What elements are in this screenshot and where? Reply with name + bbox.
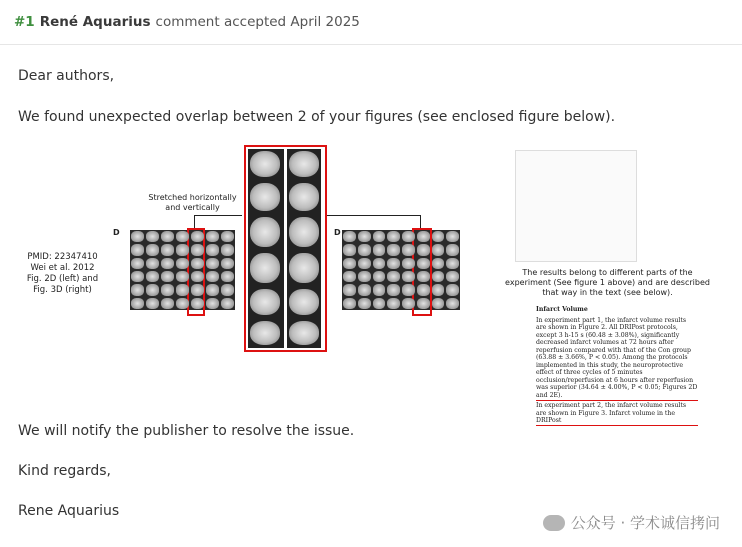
closing: Kind regards, — [18, 463, 111, 479]
brain-slice-thumbnail — [161, 258, 174, 269]
brain-slice-thumbnail — [206, 271, 219, 282]
panel-letter-left: D — [113, 228, 120, 237]
brain-slice-thumbnail — [131, 231, 144, 242]
brain-slice-thumbnail — [176, 244, 189, 255]
brain-slice-thumbnail — [387, 271, 400, 282]
brain-slice-thumbnail — [343, 244, 356, 255]
brain-slice-thumbnail — [358, 298, 371, 309]
brain-slice-thumbnail — [161, 231, 174, 242]
brain-slice-thumbnail — [191, 258, 204, 269]
brain-slice-thumbnail — [176, 258, 189, 269]
brain-slice-thumbnail — [176, 284, 189, 295]
brain-slice-thumbnail — [446, 258, 459, 269]
brain-slice-thumbnail — [373, 244, 386, 255]
brain-slice-thumbnail — [191, 298, 204, 309]
brain-slice-thumbnail — [146, 284, 159, 295]
brain-slice-thumbnail — [191, 231, 204, 242]
brain-slice-thumbnail — [417, 284, 430, 295]
brain-slice-thumbnail — [131, 284, 144, 295]
brain-slice-thumbnail — [417, 298, 430, 309]
brain-slice-thumbnail — [373, 284, 386, 295]
brain-slice-thumbnail — [358, 231, 371, 242]
brain-slice-thumbnail — [343, 258, 356, 269]
brain-slice-thumbnail — [358, 284, 371, 295]
brain-slice-thumbnail — [161, 298, 174, 309]
brain-slice-thumbnail — [221, 284, 234, 295]
brain-slice-thumbnail — [131, 244, 144, 255]
brain-slice-thumbnail — [131, 271, 144, 282]
comment-author[interactable]: René Aquarius — [39, 14, 151, 30]
brain-slice-thumbnail — [343, 284, 356, 295]
comment-header — [0, 0, 742, 45]
brain-slice-thumbnail — [221, 258, 234, 269]
brain-slice-thumbnail — [161, 271, 174, 282]
brain-slice-thumbnail — [131, 298, 144, 309]
brain-slice-thumbnail — [446, 271, 459, 282]
brain-slice-thumbnail — [176, 231, 189, 242]
brain-slice-thumbnail — [146, 258, 159, 269]
brain-slice-thumbnail — [358, 258, 371, 269]
brain-slice-thumbnail — [221, 298, 234, 309]
brain-slice-thumbnail — [206, 284, 219, 295]
panel-letter-right: D — [334, 228, 341, 237]
brain-slice-thumbnail — [387, 244, 400, 255]
comment-number[interactable]: #1 — [14, 14, 35, 30]
brain-slice-thumbnail — [358, 271, 371, 282]
brain-slice-thumbnail — [387, 231, 400, 242]
brain-slice-thumbnail — [432, 231, 445, 242]
brain-slice-thumbnail — [432, 244, 445, 255]
brain-slice-thumbnail — [206, 244, 219, 255]
brain-slice-thumbnail — [176, 271, 189, 282]
comment-status: comment accepted April 2025 — [155, 14, 360, 30]
brain-slice-thumbnail — [432, 284, 445, 295]
paper-excerpt: Infarct Volume In experiment part 1, the infarct volume results are shown in Figure 2. All DRIPost protocols, except 3 h-15 s (60.48 ± 3.08%), significantly decreased infarct volumes at 72 hours after reperfusion compared with that of the Con group (63.88 ± 3.66%, P < 0.05). Among the protocols implemented in this study, the neuroprotective effect of three cycles of 5 minutes occlusion/reperfusion at 6 hours after reperfusion was superior (34.64 ± 4.00%, P < 0.05; Figures 2D and 2E). In experiment part 2, the infarct volume results are shown in Figure 3. Infarct volume in the DRIPost — [536, 306, 698, 424]
brain-slice-thumbnail — [221, 271, 234, 282]
brain-slice-thumbnail — [146, 271, 159, 282]
brain-slice-thumbnail — [432, 298, 445, 309]
arrow-left-horizontal — [194, 215, 242, 216]
brain-slice-thumbnail — [161, 284, 174, 295]
brain-slice-thumbnail — [176, 298, 189, 309]
brain-slice-thumbnail — [402, 244, 415, 255]
brain-slice-thumbnail — [343, 298, 356, 309]
brain-slice-thumbnail — [402, 298, 415, 309]
source-citation: PMID: 22347410 Wei et al. 2012 Fig. 2D (left) and Fig. 3D (right) — [26, 252, 99, 295]
brain-slice-thumbnail — [387, 298, 400, 309]
brain-slice-thumbnail — [191, 271, 204, 282]
brain-slice-thumbnail — [432, 258, 445, 269]
signature: Rene Aquarius — [18, 503, 120, 519]
brain-slice-thumbnail — [131, 258, 144, 269]
brain-slice-thumbnail — [206, 258, 219, 269]
brain-slice-thumbnail — [206, 231, 219, 242]
brain-slice-thumbnail — [417, 271, 430, 282]
figure-note: The results belong to different parts of the experiment (See figure 1 above) and are described that way in the text (see below). — [505, 268, 710, 297]
brain-slice-thumbnail — [446, 284, 459, 295]
brain-slice-thumbnail — [221, 244, 234, 255]
brain-slice-thumbnail — [191, 284, 204, 295]
brain-slice-thumbnail — [161, 244, 174, 255]
brain-slice-thumbnail — [446, 298, 459, 309]
brain-slice-thumbnail — [358, 244, 371, 255]
watermark — [543, 512, 720, 533]
wechat-icon — [543, 515, 565, 531]
brain-slice-thumbnail — [417, 244, 430, 255]
brain-slice-thumbnail — [446, 244, 459, 255]
brain-slice-thumbnail — [402, 231, 415, 242]
brain-slice-thumbnail — [146, 298, 159, 309]
brain-slice-thumbnail — [402, 271, 415, 282]
brain-slice-thumbnail — [343, 231, 356, 242]
brain-slice-thumbnail — [446, 231, 459, 242]
stretch-annotation: Stretched horizontally and vertically — [148, 193, 237, 212]
overlap-statement: We found unexpected overlap between 2 of your figures (see enclosed figure below). — [18, 109, 616, 125]
brain-slice-thumbnail — [206, 298, 219, 309]
experiment-schematic — [515, 150, 637, 262]
watermark-text: 公众号 · 学术诚信拷问 — [570, 514, 720, 532]
brain-slice-thumbnail — [221, 231, 234, 242]
brain-slice-thumbnail — [402, 258, 415, 269]
brain-slice-thumbnail — [146, 231, 159, 242]
brain-slice-thumbnail — [432, 271, 445, 282]
brain-slice-thumbnail — [417, 258, 430, 269]
brain-slice-thumbnail — [373, 258, 386, 269]
brain-slice-thumbnail — [191, 244, 204, 255]
brain-slice-thumbnail — [146, 244, 159, 255]
arrow-right-vertical — [420, 215, 421, 228]
arrow-right-horizontal — [327, 215, 420, 216]
brain-slice-thumbnail — [387, 284, 400, 295]
greeting: Dear authors, — [18, 68, 115, 84]
brain-slice-thumbnail — [373, 298, 386, 309]
brain-slice-thumbnail — [373, 271, 386, 282]
brain-slice-thumbnail — [402, 284, 415, 295]
brain-slice-thumbnail — [387, 258, 400, 269]
brain-slice-thumbnail — [343, 271, 356, 282]
enlarged-comparison-strip — [244, 145, 327, 352]
brain-slice-thumbnail — [417, 231, 430, 242]
brain-slice-thumbnail — [373, 231, 386, 242]
arrow-left-vertical — [194, 215, 195, 228]
publisher-notice: We will notify the publisher to resolve the issue. — [18, 423, 355, 439]
